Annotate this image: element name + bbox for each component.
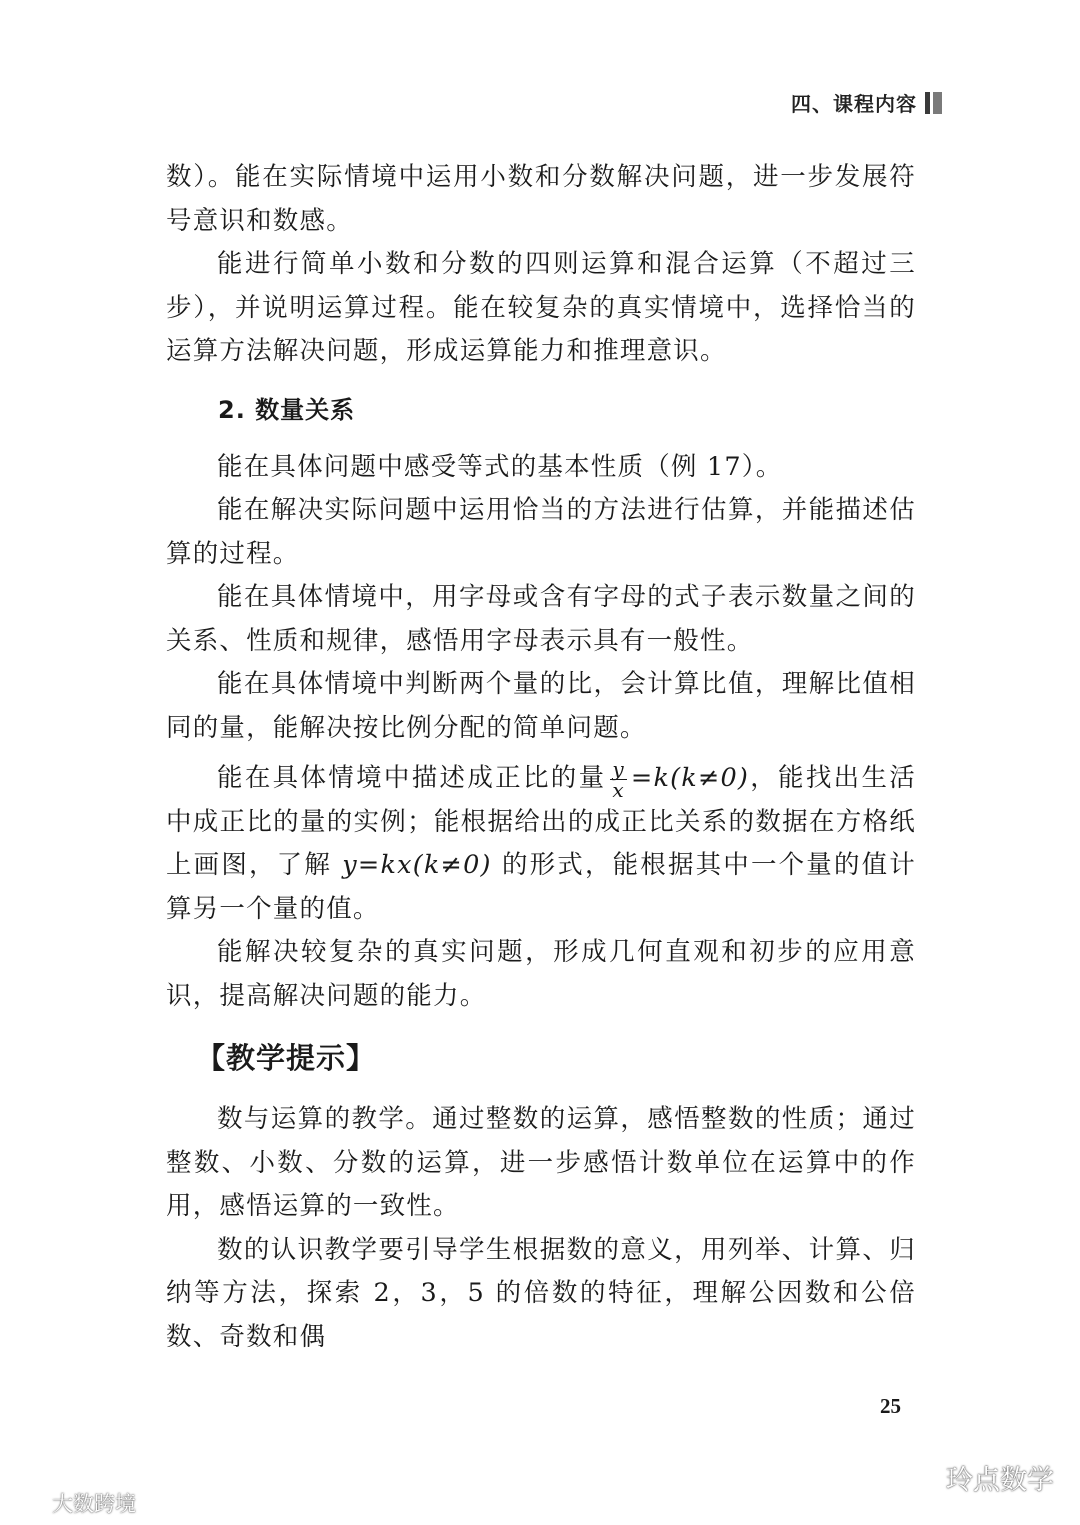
- formula: y=kx(k≠0): [342, 850, 492, 880]
- section-heading: 2. 数量关系: [218, 395, 356, 424]
- fraction: [610, 756, 627, 802]
- formula: =k(k≠0): [630, 763, 750, 793]
- text-run: 的形式，能根据其中一个量的值计算另一个量的值。: [166, 850, 916, 924]
- fraction-numerator: y: [612, 756, 625, 781]
- wechat-icon: [900, 1463, 936, 1493]
- logo-icon: [10, 1493, 52, 1513]
- paragraph: 数与运算的教学。通过整数的运算，感悟整数的性质；通过整数、小数、分数的运算，进一步感悟计数单位在运算中的作用，感悟运算的一致性。: [166, 1104, 916, 1221]
- header-bars-decoration: [925, 92, 942, 114]
- paragraph: 能在具体情境中，用字母或含有字母的式子表示数量之间的关系、性质和规律，感悟用字母表示具有一般性。: [166, 582, 916, 656]
- paragraph: 能在解决实际问题中运用恰当的方法进行估算，并能描述估算的过程。: [166, 495, 916, 569]
- paragraph: 能在具体问题中感受等式的基本性质（例 17）。: [217, 451, 783, 482]
- paragraph: 数的认识教学要引导学生根据数的意义，用列举、计算、归纳等方法，探索 2，3，5 的倍数的特征，理解公因数和公倍数、奇数和偶: [166, 1234, 916, 1352]
- paragraph: 能在具体情境中判断两个量的比，会计算比值，理解比值相同的量，能解决按比例分配的简单问题。: [166, 669, 916, 743]
- paragraph: 能进行简单小数和分数的四则运算和混合运算（不超过三步），并说明运算过程。能在较复杂的真实情境中，选择恰当的运算方法解决问题，形成运算能力和推理意识。: [166, 249, 916, 366]
- header-title: 四、课程内容: [791, 92, 917, 116]
- running-header: [791, 88, 942, 117]
- text-run: 能在具体情境中描述成正比的量: [217, 763, 607, 793]
- text-run: ，能找出生活中成正比的量的实例；能根据给出的成正比关系的数据在方格纸上画图，了解: [166, 763, 916, 880]
- paragraph: 数）。能在实际情境中运用小数和分数解决问题，进一步发展符号意识和数感。: [166, 162, 916, 236]
- paragraph-with-formula: [166, 757, 916, 931]
- paragraph: 能解决较复杂的真实问题，形成几何直观和初步的应用意识，提高解决问题的能力。: [166, 937, 916, 1011]
- page-body: [166, 156, 916, 1359]
- fraction-denominator: x: [612, 777, 625, 802]
- page-number: 25: [880, 1394, 901, 1418]
- watermark-right: [900, 1458, 1054, 1497]
- tips-heading: 【教学提示】: [196, 1041, 377, 1075]
- watermark-left: [10, 1488, 136, 1518]
- watermark-right-text: 玲点数学: [946, 1465, 1054, 1496]
- watermark-left-text: 大数跨境: [52, 1492, 136, 1516]
